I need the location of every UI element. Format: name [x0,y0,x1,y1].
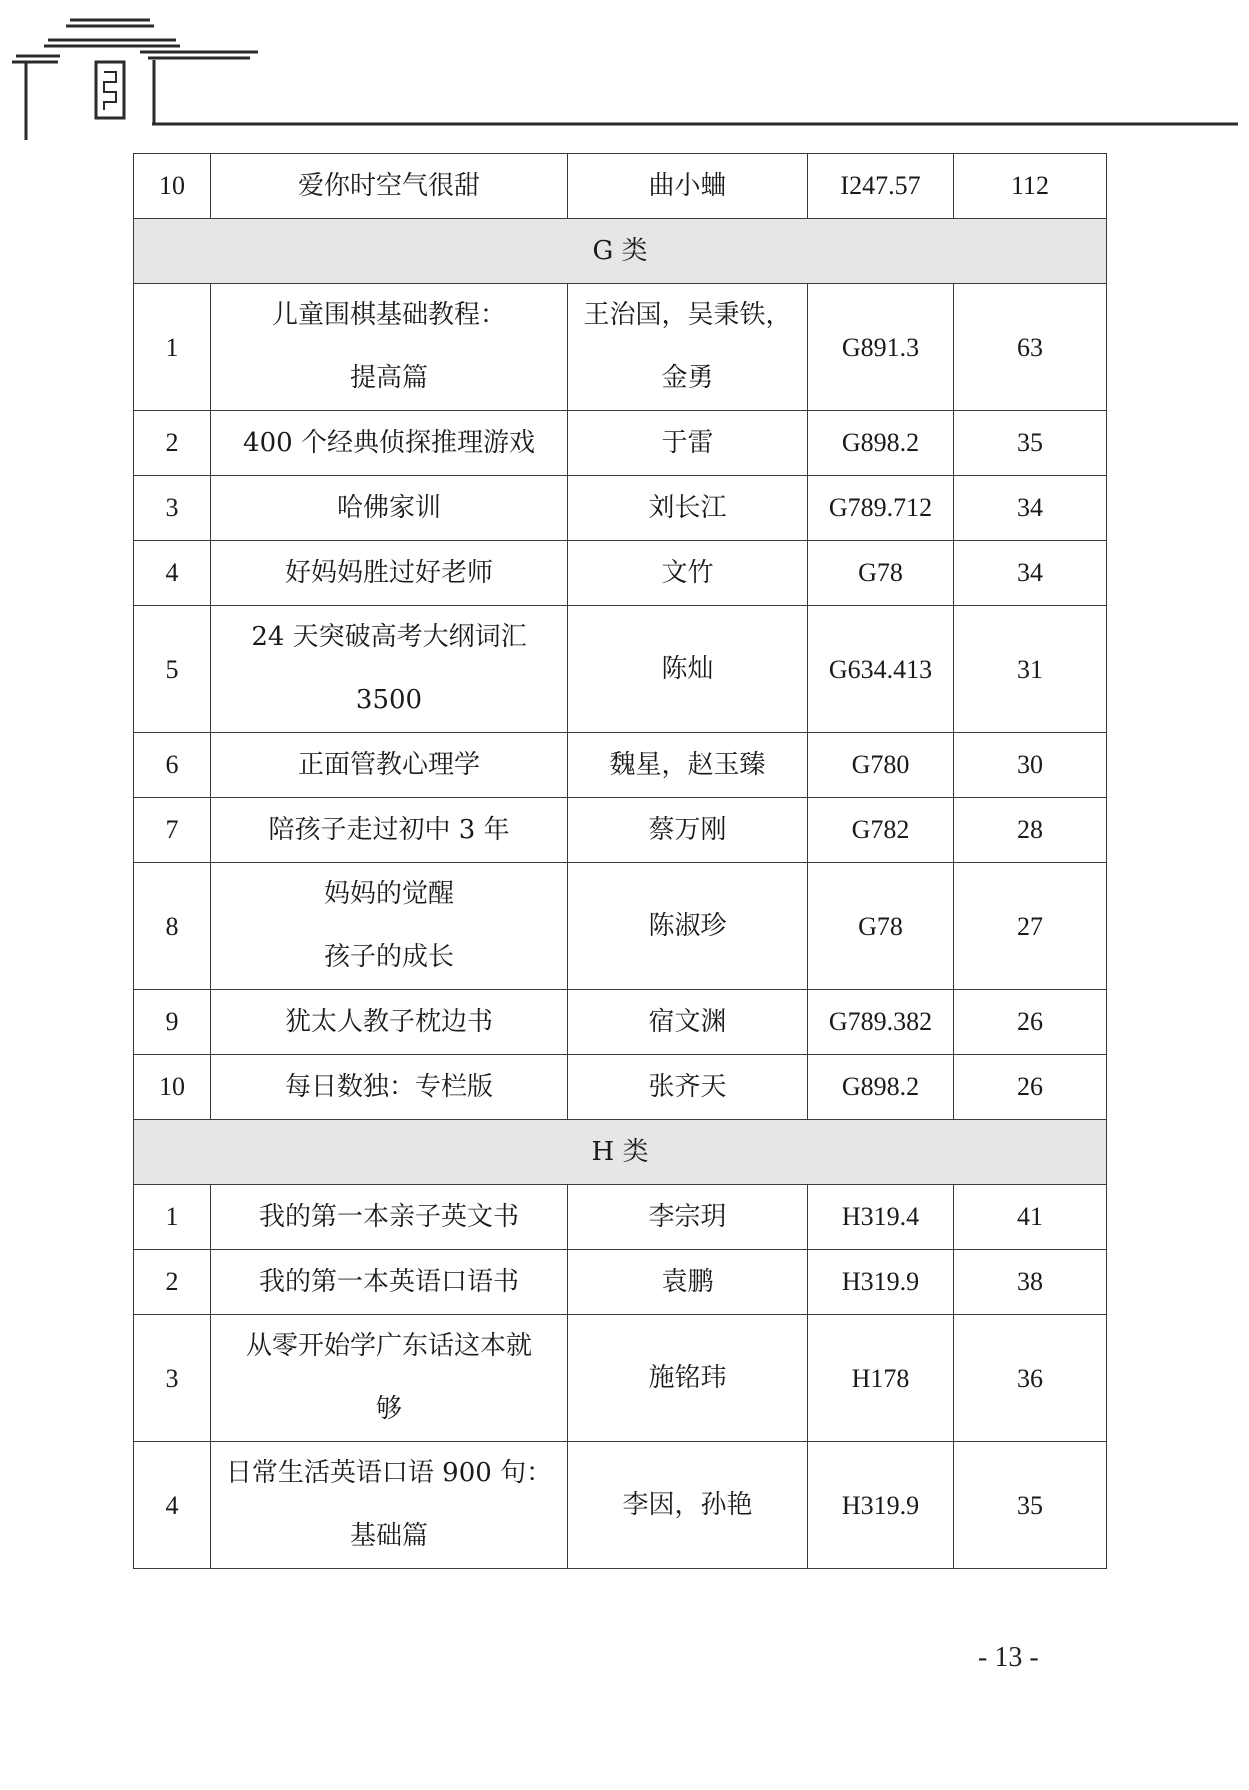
title-cell [211,1315,568,1442]
count-cell: 38 [954,1250,1107,1315]
author-cell: 袁鹏 [568,1250,808,1315]
rank-cell [134,1442,211,1569]
table-row [134,1442,1107,1569]
table-row [134,1250,1107,1315]
title-cell: 我的第一本亲子英文书 [211,1185,568,1250]
table-row [134,606,1107,733]
cell-line: 提高篇 [349,363,428,393]
author-cell: 于雷 [568,411,808,476]
count-cell: 28 [954,798,1107,863]
cell-line: 3 [165,1363,179,1393]
call-number-cell [808,284,954,411]
cell-line: 36 [1017,1363,1043,1393]
count-cell [954,1315,1107,1442]
author-cell: 魏星，赵玉臻 [568,733,808,798]
table-row [134,284,1107,411]
title-cell [211,606,568,733]
table-row [134,541,1107,606]
title-cell [211,284,568,411]
author-cell [568,284,808,411]
table-row [134,154,1107,219]
author-cell [568,1315,808,1442]
count-cell [954,284,1107,411]
count-cell: 35 [954,411,1107,476]
count-cell: 41 [954,1185,1107,1250]
cell-line: 日常生活英语口语 900 句： [225,1458,553,1488]
call-number-cell: G78 [808,541,954,606]
title-cell: 每日数独：专栏版 [211,1055,568,1120]
title-cell [211,863,568,990]
rank-cell: 10 [134,154,211,219]
table-body [134,154,1107,1569]
cell-line: 24 天突破高考大纲词汇 [251,622,527,652]
table-row [134,990,1107,1055]
title-cell: 哈佛家训 [211,476,568,541]
rank-cell: 3 [134,476,211,541]
cell-line: 妈妈的觉醒 [323,879,454,909]
cell-line: 施铭玮 [648,1362,727,1393]
count-cell [954,1442,1107,1569]
rank-cell: 1 [134,1185,211,1250]
call-number-cell [808,1315,954,1442]
cell-line: 王治国，吴秉铁， [583,300,792,330]
author-cell: 刘长江 [568,476,808,541]
call-number-cell: G789.382 [808,990,954,1055]
cell-line: 孩子的成长 [323,942,454,972]
rank-cell: 2 [134,1250,211,1315]
cell-line: 陈灿 [661,653,714,684]
cell-line: 4 [165,1490,179,1520]
call-number-cell: G782 [808,798,954,863]
rank-cell: 4 [134,541,211,606]
cell-line: 儿童围棋基础教程： [271,300,506,330]
count-cell [954,606,1107,733]
author-cell [568,606,808,733]
count-cell: 34 [954,476,1107,541]
count-cell [954,863,1107,990]
rank-cell: 2 [134,411,211,476]
rank-cell [134,1315,211,1442]
title-cell [211,1442,568,1569]
table-row [134,798,1107,863]
table-row [134,1185,1107,1250]
call-number-cell: G789.712 [808,476,954,541]
author-cell: 张齐天 [568,1055,808,1120]
count-cell: 30 [954,733,1107,798]
cell-line: 1 [165,332,179,362]
author-cell: 蔡万刚 [568,798,808,863]
author-cell: 李宗玥 [568,1185,808,1250]
book-ranking-table [133,153,1107,1569]
table-row [134,1315,1107,1442]
call-number-cell: G898.2 [808,411,954,476]
cell-line: 金勇 [661,363,714,393]
rank-cell [134,284,211,411]
section-header-row [134,219,1107,284]
cell-line: 63 [1017,332,1043,362]
table-row [134,863,1107,990]
rank-cell: 6 [134,733,211,798]
table-row [134,733,1107,798]
call-number-cell [808,863,954,990]
cell-line: 35 [1017,1490,1043,1520]
title-cell: 我的第一本英语口语书 [211,1250,568,1315]
cell-line: 基础篇 [349,1521,428,1551]
cell-line: 够 [375,1394,402,1424]
cell-line: 27 [1017,911,1043,941]
call-number-cell: I247.57 [808,154,954,219]
cell-line: G891.3 [841,332,920,362]
count-cell: 26 [954,1055,1107,1120]
call-number-cell [808,606,954,733]
call-number-cell [808,1442,954,1569]
author-cell [568,1442,808,1569]
section-label: G 类 [134,219,1107,284]
title-cell: 爱你时空气很甜 [211,154,568,219]
section-header-row [134,1120,1107,1185]
cell-line: 李因，孙艳 [622,1489,753,1520]
cell-line: 5 [165,654,179,684]
table-row [134,411,1107,476]
count-cell: 26 [954,990,1107,1055]
page-number: - 13 - [978,1642,1039,1673]
call-number-cell: G898.2 [808,1055,954,1120]
cell-line: H319.9 [841,1490,920,1520]
cell-line: 陈淑珍 [648,910,727,941]
cell-line: 3500 [355,685,423,715]
title-cell: 犹太人教子枕边书 [211,990,568,1055]
author-cell [568,863,808,990]
cell-line: 从零开始学广东话这本就 [245,1331,532,1361]
call-number-cell: H319.4 [808,1185,954,1250]
call-number-cell: G780 [808,733,954,798]
author-cell: 宿文渊 [568,990,808,1055]
rank-cell: 9 [134,990,211,1055]
cell-line: G634.413 [828,654,933,684]
call-number-cell: H319.9 [808,1250,954,1315]
author-cell: 曲小蛐 [568,154,808,219]
cell-line: G78 [858,911,903,941]
count-cell: 34 [954,541,1107,606]
title-cell: 正面管教心理学 [211,733,568,798]
rank-cell [134,863,211,990]
header-decoration [0,0,1249,150]
cell-line: 8 [165,911,179,941]
table-row [134,1055,1107,1120]
title-cell: 400 个经典侦探推理游戏 [211,411,568,476]
count-cell: 112 [954,154,1107,219]
cell-line: 31 [1017,654,1043,684]
rank-cell: 10 [134,1055,211,1120]
rank-cell: 7 [134,798,211,863]
table-row [134,476,1107,541]
author-cell: 文竹 [568,541,808,606]
rank-cell [134,606,211,733]
title-cell: 好妈妈胜过好老师 [211,541,568,606]
cell-line: H178 [851,1363,910,1393]
section-label: H 类 [134,1120,1107,1185]
title-cell: 陪孩子走过初中 3 年 [211,798,568,863]
